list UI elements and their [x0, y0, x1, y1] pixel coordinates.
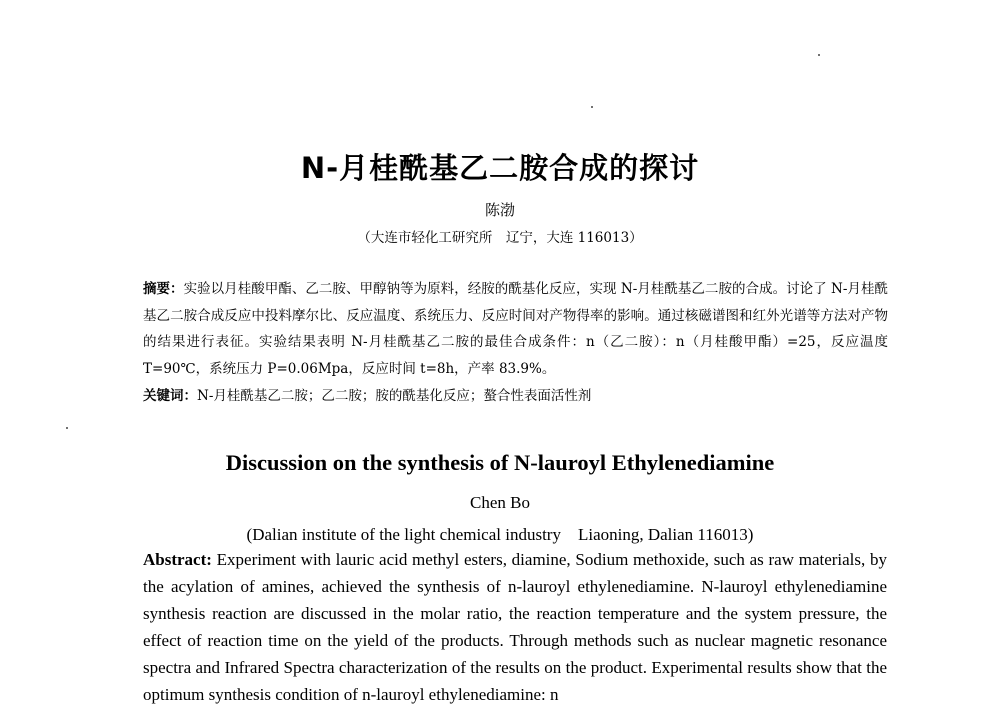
chinese-abstract-label: 摘要： [143, 281, 184, 297]
chinese-author: 陈渤 [484, 201, 515, 219]
english-abstract [143, 546, 887, 708]
chinese-keywords [143, 384, 888, 408]
chinese-affiliation: （大连市轻化工研究所 辽宁，大连 116013） [357, 230, 643, 246]
chinese-abstract [143, 276, 888, 382]
english-abstract-label: Abstract: [143, 550, 212, 569]
scan-speck [818, 54, 820, 56]
english-author: Chen Bo [470, 493, 530, 512]
scan-speck [591, 106, 593, 108]
chinese-abstract-text: 实验以月桂酸甲酯、乙二胺、甲醇钠等为原料，经胺的酰基化反应，实现 N-月桂酰基乙二胺的合成。讨论了 N-月桂酰基乙二胺合成反应中投料摩尔比、反应温度、系统压力、反应时间对产物得率的影响。通过核磁谱图和红外光谱等方法对产物的结果进行表征。实验结果表明 N-月桂酰基乙二胺的最佳合成条件：n（乙二胺）：n（月桂酸甲酯）=25，反应温度 T=90℃，系统压力 P=0.06Mpa，反应时间 t=8h，产率 83.9%。 [143, 281, 888, 377]
chinese-keywords-label: 关键词： [143, 388, 197, 404]
english-title: Discussion on the synthesis of N-lauroyl Ethylenediamine [225, 450, 775, 475]
english-affiliation: (Dalian institute of the light chemical industry Liaoning, Dalian 116013) [246, 525, 754, 544]
scan-speck [66, 427, 68, 429]
chinese-keywords-text: N-月桂酰基乙二胺；乙二胺；胺的酰基化反应；螯合性表面活性剂 [197, 388, 592, 404]
english-abstract-text: Experiment with lauric acid methyl esters, diamine, Sodium methoxide, such as raw materials, by the acylation of amines, achieved the synthesis of n-lauroyl ethylenediamine. N-lauroyl ethylenediamine synthesis reaction are discussed in the molar ratio, the reaction temperature and the system pressure, the effect of reaction time on the yield of the products. Through methods such as nuclear magnetic resonance spectra and Infrared Spectra characterization of the results on the product. Experimental results show that the optimum synthesis condition of n-lauroyl ethylenediamine: n [143, 550, 887, 704]
chinese-title: N-月桂酰基乙二胺合成的探讨 [300, 151, 700, 185]
